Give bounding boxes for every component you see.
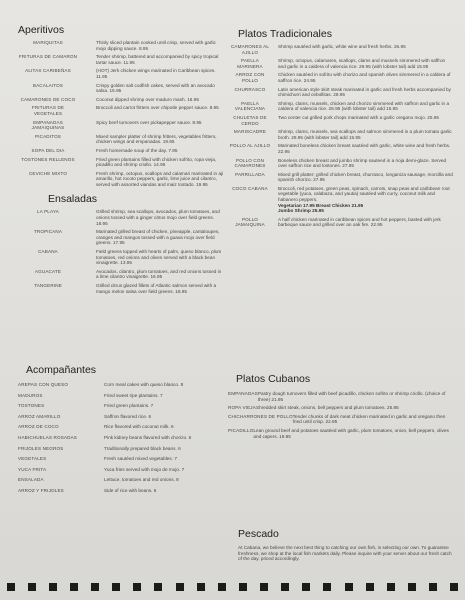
menu-item-description xyxy=(104,414,228,420)
menu-item-name: VEGETALES xyxy=(18,456,47,462)
menu-item xyxy=(18,229,224,246)
menu-item-name: PARRILLADA xyxy=(235,171,265,177)
menu-item xyxy=(228,414,454,425)
square-dot-icon xyxy=(366,583,374,591)
menu-item-name: SOPA DEL DIA xyxy=(31,147,65,153)
square-dot-icon xyxy=(70,583,78,591)
menu-item-name: POLLO AL AJILLO xyxy=(229,143,271,149)
left-column xyxy=(18,24,224,297)
menu-item-description-text: Two center cut grilled pork chops marinated with a garlic oregano mojo. 25.95 xyxy=(278,114,440,120)
menu-item xyxy=(228,217,454,228)
menu-item xyxy=(18,414,228,420)
menu-item-name: AREPAS CON QUESO xyxy=(18,382,69,387)
menu-item-description-text: (HOT) Jerk chicken wings marinated in Caribbean spices. 11.95 xyxy=(96,68,216,79)
menu-item-name: BACALAITOS xyxy=(32,82,64,88)
menu-item-name: ROPA VIEJA xyxy=(228,405,256,411)
menu-item-description-text: Grilled shrimp, sea scallops, avocados, plum tomatoes, and onions tossed with a ginger citrus mojo over field greens. 18.95 xyxy=(96,209,220,226)
menu-item-name: FRITURAS DE VEGETALES xyxy=(31,105,65,116)
menu-item xyxy=(228,158,454,169)
square-dot-icon xyxy=(239,583,247,591)
menu-item-description xyxy=(96,120,224,126)
menu-item-name: CHICHARRONES DE POLLO xyxy=(228,413,293,419)
square-dot-icon xyxy=(28,583,36,591)
menu-item-description xyxy=(104,382,228,388)
menu-item-description xyxy=(96,105,224,111)
square-dot-icon xyxy=(7,583,15,591)
menu-item-name: COCO CABANA xyxy=(232,185,268,191)
platos-cubanos-list xyxy=(228,391,454,439)
menu-item-description-text: Broccoli, red potatoes, green peas, spinach, carrots, snap peas and caribbean root vegetable (yuca, calabaza, and yautia) sautéed with curry, coconut milk and habanero peppers. xyxy=(278,185,450,203)
menu-item-name: CHULETAS DE CERDO xyxy=(233,114,267,126)
menu-item xyxy=(228,115,454,126)
menu-item-description-text: Field greens topped with hearts of palm, queso blanco, plum tomatoes, red onions and olives served with a black bean vinaigrette. 13.95 xyxy=(96,249,222,266)
menu-item-description xyxy=(256,405,454,411)
menu-item-name: LA PLAYA xyxy=(37,209,59,215)
menu-item-description-text: Rice flavored with coconut milk. 6 xyxy=(104,424,174,430)
menu-item-description-text: Lettuce, tomatoes and red onions. 8 xyxy=(104,477,179,483)
menu-item-description-text: Avocados, cilantro, plum tomatoes, and red onions tossed in a lime cilantro vinaigrette. 16.95 xyxy=(96,268,222,280)
menu-item-description-text: Shrimp, octopus, calamares, scallops, clams and mussels simmered with saffron and garlic in a caldera of valencia rice. 29.95 (with lobster tail) add 15.95 xyxy=(278,58,446,69)
menu-item xyxy=(18,54,224,65)
menu-item-description-text: Corn meal cakes with queso blanco. 8 xyxy=(104,382,184,387)
menu-item-description xyxy=(96,283,224,294)
menu-item-description xyxy=(278,172,454,183)
menu-item-description-text: Shredded skirt steak, onions, bell peppers and plum tomatoes. 25.95 xyxy=(255,405,399,411)
menu-item-description-text: Chicken sautéed in sofrito with chorizo and spanish olives simmered in a caldera of saffron rice. 24.95 xyxy=(278,72,451,83)
menu-item xyxy=(18,382,228,388)
pescado-description: At Cabana, we believe the next best thing to catching our own fish, is selecting our own. To guarantee freshness, we shop at the local fish markets daily. Please inquire with your server about our fresh catch of the day. priced accordingly. xyxy=(238,545,452,562)
menu-item-description xyxy=(293,414,454,425)
menu-item-description-text: Shrimp, clams, mussels, chicken and chorizo simmered with saffron and garlic in a caldera of valencia rice. 28.95 (with lobster tail) add 15.95 xyxy=(278,100,450,112)
menu-item-description xyxy=(96,209,224,226)
menu-item xyxy=(228,129,454,140)
menu-item-name: ARROZ DE COCO xyxy=(18,424,59,430)
menu-item-description xyxy=(96,83,224,94)
square-dot-icon xyxy=(345,583,353,591)
menu-item-description xyxy=(278,58,454,69)
menu-item-name: POLLO CON CAMARONES xyxy=(234,157,266,169)
menu-item-description-text: Fresh homemade soup of the day. 7.95 xyxy=(96,147,178,153)
menu-item-description xyxy=(96,171,224,188)
menu-item-description xyxy=(278,44,454,50)
menu-item xyxy=(18,68,224,79)
menu-item xyxy=(228,428,454,439)
menu-item-description-text: Tender chunks of dark meat chicken marinated in garlic and oregano then fried until crisp. 22.95 xyxy=(292,413,446,425)
menu-item-description xyxy=(96,249,224,266)
menu-item-description xyxy=(104,477,228,483)
menu-item xyxy=(18,97,224,103)
menu-item-name: AGUACATE xyxy=(34,268,62,274)
menu-item-name: CAMARONES AL AJILLO xyxy=(230,44,270,55)
menu-item xyxy=(18,283,224,294)
menu-item-description xyxy=(278,115,454,121)
menu-item xyxy=(228,101,454,112)
menu-item xyxy=(18,120,224,131)
menu-item xyxy=(18,435,228,441)
menu-item-name: ARROZ AMARILLO xyxy=(18,413,61,419)
menu-item-description-text: Lean ground beef and potatoes sautéed with garlic, plum tomatoes, onion, bell peppers, olives and capers. 19.95 xyxy=(253,427,449,439)
pescado-section xyxy=(238,528,452,562)
menu-item-description xyxy=(278,129,454,140)
menu-item xyxy=(228,143,454,154)
menu-item xyxy=(18,456,228,462)
menu-item-description-text: Fried green plantains filled with chicken sofrito, ropa vieja, picadillo and shrimp criollo. 14.95 xyxy=(96,156,217,168)
ensaladas-list xyxy=(18,209,224,294)
menu-item-description xyxy=(253,428,454,439)
square-dot-icon xyxy=(112,583,120,591)
menu-item xyxy=(18,467,228,473)
menu-item-name: ARROZ CON POLLO xyxy=(235,72,265,83)
menu-item-description-text: Fried sweet ripe plantains. 7 xyxy=(104,392,163,398)
menu-item-description xyxy=(278,217,454,228)
menu-item-name: FRIJOLES NEGROS xyxy=(18,445,64,451)
menu-item-name: MARIQUITAS xyxy=(33,40,63,45)
menu-item-name: POLLO JAMAIQUINA xyxy=(235,216,265,228)
menu-item-description xyxy=(104,488,228,494)
menu-item-name: ARROZ Y FRIJOLES xyxy=(18,487,64,493)
menu-item-description xyxy=(104,456,228,462)
menu-item xyxy=(228,44,454,55)
menu-item-description-text: Saffron flavored rice. 6 xyxy=(104,413,152,419)
menu-item-name: PAELLA MARINERA xyxy=(237,58,263,69)
menu-item-description xyxy=(278,186,454,214)
menu-item-name: MADUROS xyxy=(18,392,43,398)
menu-item-description xyxy=(104,403,228,409)
menu-item-description-text: Spicy beef turnovers over pickapepper sauce. 8.95 xyxy=(96,119,202,125)
square-dot-icon xyxy=(408,583,416,591)
square-dot-icon xyxy=(176,583,184,591)
menu-item-description-text: A half chicken marinated in caribbean spices and hot peppers, basted with jerk barbeque sauce and grilled over an oak fire. 22.95 xyxy=(278,216,441,228)
menu-item xyxy=(228,58,454,69)
menu-item-description-text: Pastry dough turnovers filled with beef picadillo, chicken sofrito or shrimp criollo. (choice of three) 21.95 xyxy=(257,391,446,402)
menu-item-description-text: Yuca fries served with mojo de mojo. 7 xyxy=(104,466,185,472)
menu-item-description-text: Broccoli and carrot fritters over chipotle pepper sauce. 8.95 xyxy=(96,105,219,111)
menu-item-description-text: Latin american style skirt steak marinated in garlic and fresh herbs accompanied by chimichurri and cebollitas. 28.95 xyxy=(278,86,452,98)
square-dot-icon xyxy=(323,583,331,591)
menu-item xyxy=(18,403,228,409)
menu-item-description xyxy=(96,97,224,103)
ensaladas-title: Ensaladas xyxy=(48,193,98,206)
menu-item-name: ALITAS CARIBEÑAS xyxy=(25,68,71,74)
square-dot-icon xyxy=(260,583,268,591)
menu-item-description-text: Tender shrimp, battered and accompanied by spicy tropical tartar sauce. 11.95 xyxy=(96,54,219,65)
menu-item-description-text: Traditionally prepared black beans. 6 xyxy=(104,445,181,451)
menu-item-description xyxy=(278,87,454,98)
menu-item-description xyxy=(96,68,224,79)
square-dot-icon xyxy=(197,583,205,591)
menu-item-description-text: Shrimp sautéed with garlic, white wine and fresh herbs. 26.95 xyxy=(278,44,406,49)
menu-item-name: EMPANADAS JAMAIQUINAS xyxy=(31,119,65,131)
right-column xyxy=(228,28,454,231)
menu-item-description-text: Fresh sautéed mixed vegetables. 7 xyxy=(104,456,177,462)
menu-item xyxy=(18,209,224,226)
menu-item-name: TOSTONES xyxy=(18,403,45,409)
menu-item-description-text: Mixed sampler platter of shrimp fritters, vegetables fritters, chicken wings and empanadas. 19.95 xyxy=(96,133,217,145)
menu-item-description-text: Shrimp, clams, mussels, sea scallops and salmon simmered in a plum tomato garlic broth. 28.95 (with lobster tail) add 15.95 xyxy=(278,129,452,140)
menu-item-name: CEVICHE MIXTO xyxy=(28,170,68,176)
square-dot-icon xyxy=(91,583,99,591)
menu-item-name: CHURRASCO xyxy=(234,86,266,92)
menu-item-description-text: Mixed grill platter; grilled chicken breast, churrasco, longaniza sausage, morcilla and spanish chorizo. 27.95 xyxy=(278,171,453,183)
menu-item-name: PICADITOS xyxy=(34,133,62,139)
square-dot-icon xyxy=(302,583,310,591)
menu-item-description xyxy=(96,134,224,145)
menu-item-description-text: Marinated boneless chicken breast sautéed with garlic, white wine and fresh herbs. 22.95 xyxy=(278,143,451,154)
square-dot-icon xyxy=(154,583,162,591)
menu-item-description-text: Grilled citrus glazed fillets of Atlantic salmon served with a mango melon salsa over field greens. 18.95 xyxy=(96,283,217,294)
platos-cubanos-section xyxy=(228,373,454,442)
menu-item xyxy=(228,391,454,402)
menu-item-description-text: Fried green plantains. 7 xyxy=(104,403,154,409)
menu-item-description xyxy=(96,40,224,51)
menu-item-name: TANGERINE xyxy=(34,283,62,288)
pescado-title: Pescado xyxy=(238,528,279,540)
menu-item xyxy=(18,134,224,145)
square-dot-icon xyxy=(281,583,289,591)
menu-item xyxy=(228,72,454,83)
menu-item xyxy=(18,171,224,188)
menu-item-description xyxy=(104,393,228,399)
menu-item xyxy=(18,477,228,483)
platos-tradicionales-title: Platos Tradicionales xyxy=(238,28,332,40)
menu-item-name: PAELLA VALENCIANA xyxy=(234,100,266,112)
menu-item-description-text: Crispy golden salt codfish cakes, served with an avocado salsa. 15.95 xyxy=(96,82,215,94)
menu-item-description xyxy=(278,143,454,154)
menu-item xyxy=(18,105,224,116)
menu-item-description xyxy=(278,72,454,83)
menu-item xyxy=(18,446,228,452)
menu-item-description-text: Marinated grilled breast of chicken, pineapple, cantaloupes, oranges and mangos tossed with a guava mojo over field greens. 17.95 xyxy=(96,229,220,246)
menu-item xyxy=(18,424,228,430)
menu-item-description xyxy=(278,158,454,169)
menu-item-description xyxy=(96,54,224,65)
menu-item-name: FRITURAS DE CAMARON xyxy=(18,54,78,60)
menu-item-description xyxy=(96,157,224,168)
menu-item-description xyxy=(104,446,228,452)
menu-item-description-text: Boneless chicken breast and jumbo shrimp sauteed in a rioja demi-glaze. Served over saffron rice and tostones. 27.95 xyxy=(278,157,447,169)
menu-item-price-option: Jumbo Shrimp 25.95 xyxy=(278,208,324,214)
menu-item-description xyxy=(278,101,454,112)
menu-item-name: ENSALADA xyxy=(18,477,44,483)
decorative-dot-border xyxy=(0,582,465,592)
square-dot-icon xyxy=(387,583,395,591)
square-dot-icon xyxy=(218,583,226,591)
menu-item-price-option: Vegetarian 17.95 Breast Chicken 21.95 xyxy=(278,202,364,208)
menu-item-description xyxy=(104,467,228,473)
menu-item-name: YUCA FRITA xyxy=(18,466,47,472)
menu-item-description xyxy=(96,269,224,280)
acompanantes-title: Acompañantes xyxy=(26,364,97,376)
menu-item-description-text: Fresh shrimp, octopus, scallops and calamari marinated in aji amarillo, hot rocoto peppers, garlic, lime juice and cilantro, served with assorted viandas and maiz tostado. 19.95 xyxy=(96,170,224,187)
menu-item xyxy=(228,172,454,183)
square-dot-icon xyxy=(429,583,437,591)
menu-item xyxy=(18,40,224,51)
menu-item xyxy=(228,87,454,98)
menu-item-name: TROPICANA xyxy=(33,229,63,235)
menu-item-description xyxy=(96,148,224,154)
menu-item xyxy=(228,186,454,214)
menu-item-description-text: Pink kidney beans flavored with chorizo. 6 xyxy=(104,434,192,440)
menu-item xyxy=(18,249,224,266)
menu-item xyxy=(18,148,224,154)
menu-item-description-text: Side of rice with beans. 6 xyxy=(104,487,157,493)
menu-item-name: EMPANADAS xyxy=(228,391,258,396)
menu-item-description-text: Coconut dipped shrimp over maduro mash. 16.95 xyxy=(96,96,199,102)
aperitivos-list xyxy=(18,40,224,187)
platos-cubanos-title: Platos Cubanos xyxy=(236,373,311,385)
acompanantes-list xyxy=(18,382,228,494)
platos-tradicionales-list xyxy=(228,44,454,228)
menu-item xyxy=(18,157,224,168)
menu-item-name: TOSTONES RELLENOS xyxy=(21,156,75,162)
menu-item-description xyxy=(104,435,228,441)
menu-item-name: PICADILLO xyxy=(228,427,254,433)
menu-item-description xyxy=(104,424,228,430)
menu-item-name: HABICHUELAS ROSADAS xyxy=(18,434,78,440)
aperitivos-title: Aperitivos xyxy=(18,24,65,36)
menu-item-name: MARISCADRE xyxy=(233,129,267,135)
square-dot-icon xyxy=(450,583,458,591)
menu-item xyxy=(18,393,228,399)
menu-item xyxy=(228,405,454,411)
menu-item xyxy=(18,269,224,280)
square-dot-icon xyxy=(49,583,57,591)
menu-item xyxy=(18,488,228,494)
menu-item-name: CAMARONES DE COCO xyxy=(20,96,76,102)
menu-item xyxy=(18,83,224,94)
menu-item-name: CABANA xyxy=(38,249,58,255)
acompanantes-section xyxy=(18,364,228,499)
menu-item-description xyxy=(258,391,454,402)
square-dot-icon xyxy=(133,583,141,591)
menu-item-description xyxy=(96,229,224,246)
menu-item-description-text: Thinly sliced plantain cooked until crisp, served with garlic mojo dipping sauce. 8.95 xyxy=(96,40,216,51)
